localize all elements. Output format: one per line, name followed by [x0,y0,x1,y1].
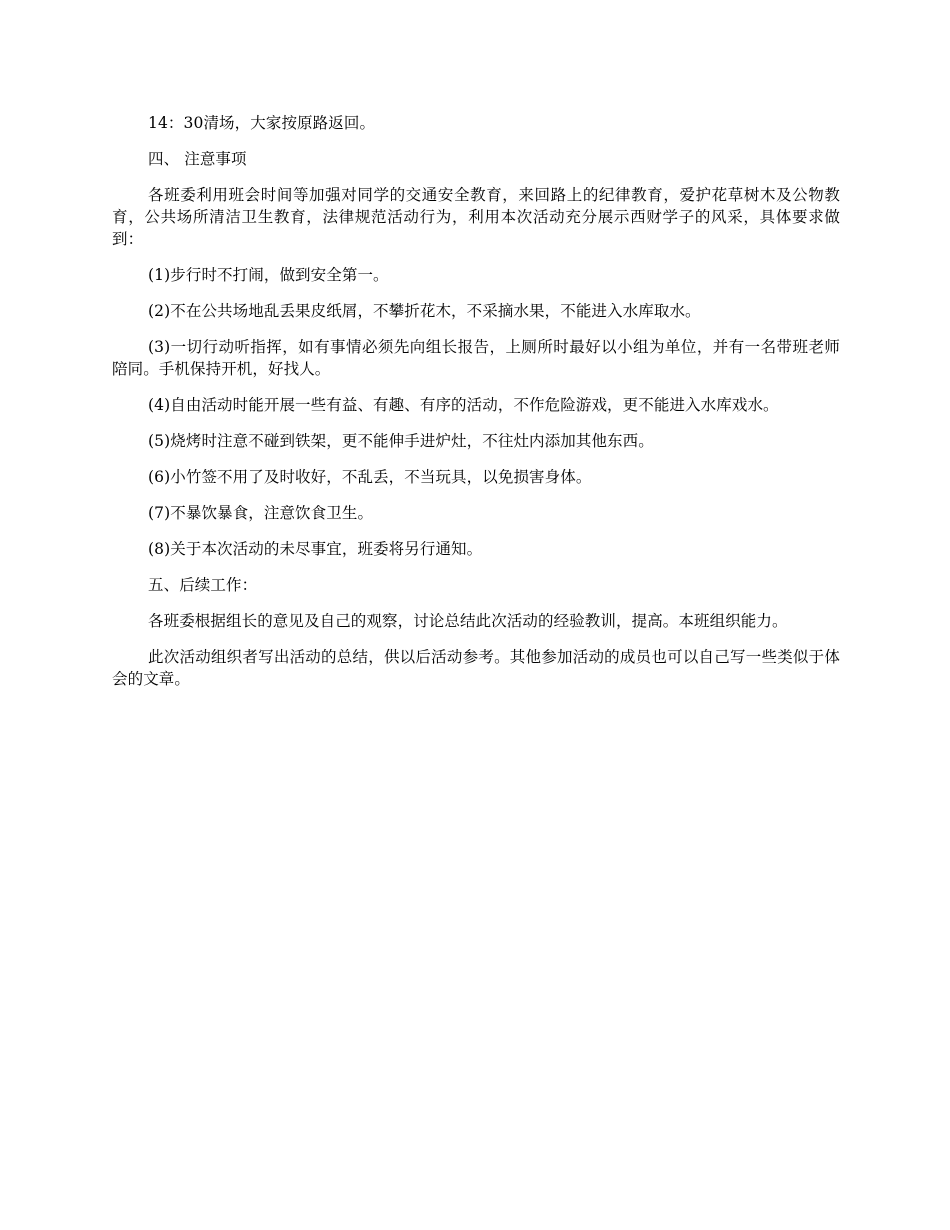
paragraph-follow-up-summary: 此次活动组织者写出活动的总结，供以后活动参考。其他参加活动的成员也可以自己写一些类似于体会的文章。 [112,648,840,688]
list-item-rule-2: (2)不在公共场地乱丢果皮纸屑，不攀折花木，不采摘水果，不能进入水库取水。 [148,302,701,320]
list-item-rule-3: (3)一切行动听指挥，如有事情必须先向组长报告，上厕所时最好以小组为单位，并有一名带班老师陪同。手机保持开机，好找人。 [112,338,840,378]
document-body [112,112,840,704]
list-item-rule-4: (4)自由活动时能开展一些有益、有趣、有序的活动，不作危险游戏，更不能进入水库戏水。 [148,396,779,414]
list-item-rule-8: (8)关于本次活动的未尽事宜，班委将另行通知。 [148,540,483,558]
list-item-rule-5: (5)烧烤时注意不碰到铁架，更不能伸手进炉灶，不往灶内添加其他东西。 [148,432,654,450]
paragraph-follow-up-review: 各班委根据组长的意见及自己的观察，讨论总结此次活动的经验教训，提高。本班组织能力。 [148,612,788,630]
list-item-rule-1: (1)步行时不打闹，做到安全第一。 [148,266,389,284]
heading-precautions: 四、 注意事项 [148,150,247,168]
list-item-rule-6: (6)小竹签不用了及时收好，不乱丢，不当玩具，以免损害身体。 [148,468,592,486]
paragraph-precautions-intro: 各班委利用班会时间等加强对同学的交通安全教育，来回路上的纪律教育，爱护花草树木及公物教育，公共场所清洁卫生教育，法律规范活动行为，利用本次活动充分展示西财学子的风采，具体要求做到： [112,186,840,248]
paragraph-closing-time: 14：30清场，大家按原路返回。 [148,114,376,132]
heading-follow-up: 五、后续工作： [148,576,258,594]
list-item-rule-7: (7)不暴饮暴食，注意饮食卫生。 [148,504,374,522]
